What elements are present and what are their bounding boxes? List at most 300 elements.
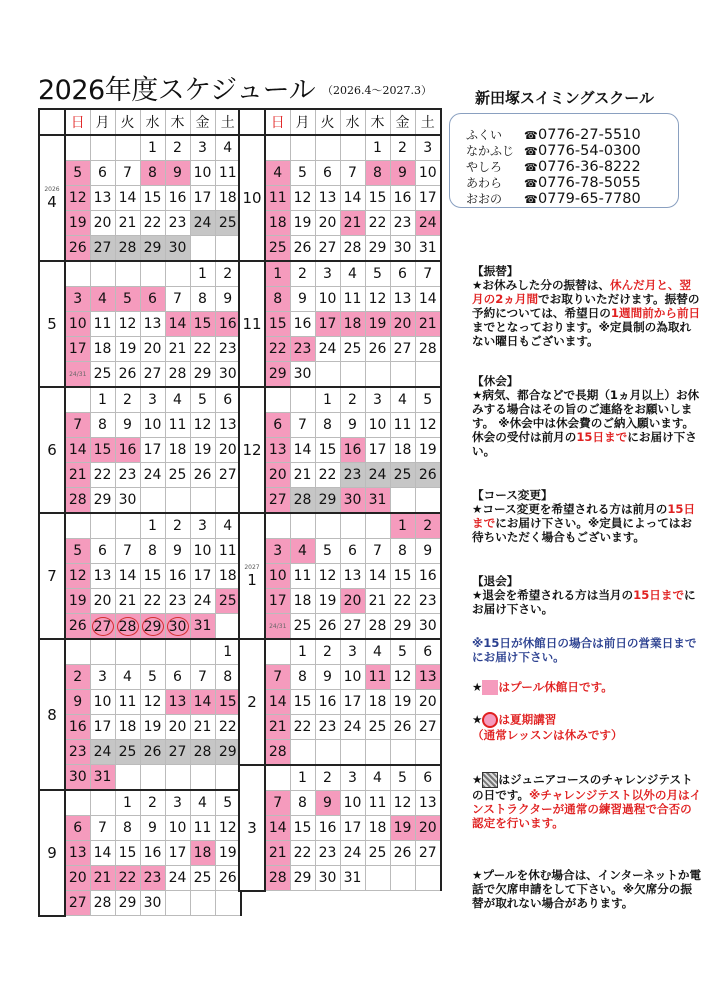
- day-cell: 19: [115, 337, 140, 362]
- day-cell: 18: [215, 564, 241, 589]
- page-title: 2026年度スケジュール: [38, 75, 316, 106]
- day-cell: 27: [265, 488, 290, 514]
- day-cell: 3: [415, 135, 441, 161]
- day-cell: 5: [390, 639, 415, 665]
- day-cell: 28: [165, 362, 190, 388]
- empty-cell: [65, 639, 90, 665]
- empty-cell: [290, 513, 315, 539]
- empty-cell: [340, 513, 365, 539]
- contact-tel[interactable]: 0776-54-0300: [538, 143, 641, 159]
- day-cell: 3: [140, 387, 165, 413]
- empty-cell: [90, 790, 115, 816]
- day-cell: 19: [390, 816, 415, 841]
- day-cell: 14: [90, 841, 115, 866]
- empty-cell: [365, 362, 390, 388]
- day-cell: 26: [190, 463, 215, 488]
- empty-cell: [265, 765, 290, 791]
- day-cell: 1: [140, 513, 165, 539]
- day-cell: 7: [165, 287, 190, 312]
- day-cell: 5: [215, 790, 241, 816]
- empty-cell: [165, 765, 190, 791]
- day-cell: 21: [290, 463, 315, 488]
- day-cell: 24/31: [265, 614, 290, 640]
- day-cell: 23: [115, 463, 140, 488]
- day-cell: 1: [315, 387, 340, 413]
- day-cell: 9: [115, 413, 140, 438]
- day-cell: 20: [140, 337, 165, 362]
- day-cell: 9: [215, 287, 241, 312]
- day-cell: 1: [215, 639, 241, 665]
- day-cell: 25: [165, 463, 190, 488]
- day-cell: 21: [115, 589, 140, 614]
- day-cell: 28: [265, 740, 290, 766]
- day-cell: 2: [340, 387, 365, 413]
- month-label: 5: [39, 261, 65, 387]
- summer-circle-icon: 30: [167, 617, 189, 636]
- day-cell: 7: [190, 665, 215, 690]
- empty-cell: [265, 513, 290, 539]
- day-cell: [90, 614, 115, 640]
- phone-icon: ☎: [524, 129, 538, 142]
- day-cell: 23: [415, 589, 441, 614]
- day-cell: 9: [165, 539, 190, 564]
- day-cell: 5: [290, 161, 315, 186]
- day-cell: 13: [215, 413, 241, 438]
- day-cell: 16: [390, 186, 415, 211]
- day-cell: 6: [165, 665, 190, 690]
- day-cell: 18: [365, 816, 390, 841]
- day-cell: 24: [315, 337, 340, 362]
- day-cell: 16: [340, 438, 365, 463]
- day-cell: 29: [115, 891, 140, 916]
- day-cell: 4: [215, 135, 241, 161]
- day-cell: 3: [265, 539, 290, 564]
- day-cell: 16: [415, 564, 441, 589]
- day-cell: 16: [115, 438, 140, 463]
- month-label: 11: [239, 261, 265, 387]
- day-cell: 12: [390, 791, 415, 816]
- day-cell: 2: [315, 765, 340, 791]
- weekday-header: 水: [140, 109, 165, 135]
- day-cell: 2: [215, 261, 241, 287]
- day-cell: 4: [340, 261, 365, 287]
- day-cell: 29: [90, 488, 115, 514]
- day-cell: 13: [65, 841, 90, 866]
- day-cell: 4: [115, 665, 140, 690]
- day-cell: 4: [215, 513, 241, 539]
- empty-cell: [265, 639, 290, 665]
- month-label: 10: [239, 135, 265, 261]
- day-cell: 8: [290, 665, 315, 690]
- day-cell: 12: [390, 665, 415, 690]
- day-cell: 10: [265, 564, 290, 589]
- day-cell: 13: [165, 690, 190, 715]
- day-cell: 14: [65, 438, 90, 463]
- day-cell: 4: [390, 387, 415, 413]
- day-cell: 27: [140, 362, 165, 388]
- day-cell: 21: [265, 715, 290, 740]
- weekday-header: 火: [115, 109, 140, 135]
- month-label: 2: [239, 639, 265, 765]
- day-cell: 30: [390, 236, 415, 262]
- day-cell: 10: [340, 665, 365, 690]
- day-cell: 21: [165, 337, 190, 362]
- day-cell: 9: [315, 665, 340, 690]
- day-cell: 8: [140, 161, 165, 186]
- day-cell: 5: [115, 287, 140, 312]
- day-cell: 15: [290, 690, 315, 715]
- day-cell: 21: [90, 866, 115, 891]
- weekday-header: 日: [265, 109, 290, 135]
- day-cell: 9: [165, 161, 190, 186]
- day-cell: 6: [65, 816, 90, 841]
- day-cell: 22: [390, 589, 415, 614]
- day-cell: 29: [190, 362, 215, 388]
- summer-circle-icon: 27: [92, 617, 114, 636]
- day-cell: 30: [115, 488, 140, 514]
- day-cell: 14: [290, 438, 315, 463]
- day-cell: 17: [140, 438, 165, 463]
- day-cell: 3: [340, 765, 365, 791]
- day-cell: 22: [315, 463, 340, 488]
- day-cell: 27: [415, 715, 441, 740]
- empty-cell: [65, 261, 90, 287]
- day-cell: 7: [415, 261, 441, 287]
- day-cell: 4: [365, 765, 390, 791]
- empty-cell: [415, 488, 441, 514]
- day-cell: 11: [265, 186, 290, 211]
- empty-cell: [190, 488, 215, 514]
- day-cell: 7: [90, 816, 115, 841]
- day-cell: 8: [215, 665, 241, 690]
- day-cell: 8: [140, 539, 165, 564]
- empty-cell: [90, 639, 115, 665]
- calendar-right: [238, 108, 442, 892]
- day-cell: 23: [165, 589, 190, 614]
- day-cell: 25: [365, 715, 390, 740]
- day-cell: 19: [415, 438, 441, 463]
- empty-cell: [415, 866, 441, 891]
- empty-cell: [415, 740, 441, 766]
- empty-cell: [340, 135, 365, 161]
- day-cell: 2: [290, 261, 315, 287]
- day-cell: 26: [115, 362, 140, 388]
- empty-cell: [315, 740, 340, 766]
- empty-cell: [190, 891, 215, 916]
- note-header: 【休会】: [472, 374, 519, 388]
- day-cell: 15: [190, 312, 215, 337]
- day-cell: 27: [215, 463, 241, 488]
- day-cell: 7: [265, 665, 290, 690]
- legend-hatch: ★ はジュニアコースのチャレンジテストの日です。※チャレンジテスト以外の月はインストラクターが通常の練習過程で合否の認定を行います。: [472, 772, 702, 830]
- day-cell: 13: [390, 287, 415, 312]
- day-cell: 12: [65, 186, 90, 211]
- day-cell: 17: [340, 690, 365, 715]
- contact-row: [466, 142, 641, 159]
- contact-name: やしろ: [466, 160, 503, 174]
- day-cell: 13: [340, 564, 365, 589]
- day-cell: 22: [115, 866, 140, 891]
- day-cell: 9: [65, 690, 90, 715]
- day-cell: 2: [390, 135, 415, 161]
- empty-cell: [190, 236, 215, 262]
- day-cell: 12: [140, 690, 165, 715]
- day-cell: 8: [390, 539, 415, 564]
- day-cell: [165, 614, 190, 640]
- note-taikai: [472, 574, 702, 616]
- year-label: 2027: [244, 563, 260, 571]
- empty-cell: [290, 740, 315, 766]
- phone-icon: ☎: [524, 145, 538, 158]
- day-cell: 28: [340, 236, 365, 262]
- day-cell: 6: [140, 287, 165, 312]
- day-cell: 31: [415, 236, 441, 262]
- day-cell: 30: [65, 765, 90, 791]
- day-cell: 11: [365, 665, 390, 690]
- day-cell: 20: [65, 866, 90, 891]
- day-cell: 30: [315, 866, 340, 891]
- empty-cell: [315, 362, 340, 388]
- day-cell: 19: [215, 841, 241, 866]
- note-body: ★コース変更を希望される方は前月の15日までにお届け下さい。※定員によってはお待ちいただく場合もございます。: [472, 502, 696, 544]
- day-cell: 30: [340, 488, 365, 514]
- weekday-header: 日: [65, 109, 90, 135]
- day-cell: 25: [365, 841, 390, 866]
- day-cell: 30: [165, 236, 190, 262]
- day-cell: 8: [190, 287, 215, 312]
- note-kyukai: [472, 374, 702, 458]
- day-cell: 6: [315, 161, 340, 186]
- day-cell: 25: [265, 236, 290, 262]
- day-cell: 4: [165, 387, 190, 413]
- day-cell: 12: [65, 564, 90, 589]
- contact-tel[interactable]: 0776-27-5510: [538, 127, 641, 143]
- weekday-header: 水: [340, 109, 365, 135]
- day-cell: 1: [365, 135, 390, 161]
- day-cell: 4: [365, 639, 390, 665]
- day-cell: 14: [265, 690, 290, 715]
- day-cell: 23: [65, 740, 90, 765]
- day-cell: 4: [290, 539, 315, 564]
- contact-tel[interactable]: 0779-65-7780: [538, 191, 641, 207]
- empty-cell: [65, 387, 90, 413]
- day-cell: 4: [265, 161, 290, 186]
- weekday-header: 月: [90, 109, 115, 135]
- day-cell: 24: [190, 589, 215, 614]
- day-cell: 24: [165, 866, 190, 891]
- day-cell: 18: [340, 312, 365, 337]
- month-header-blank: [239, 109, 265, 135]
- day-cell: 17: [415, 186, 441, 211]
- day-cell: 9: [390, 161, 415, 186]
- day-cell: 31: [340, 866, 365, 891]
- month-label: 2027 1: [239, 513, 265, 639]
- phone-icon: ☎: [524, 161, 538, 174]
- day-cell: 26: [415, 463, 441, 488]
- day-cell: 1: [115, 790, 140, 816]
- day-cell: 10: [365, 413, 390, 438]
- day-cell: 11: [215, 161, 241, 186]
- contact-name: ふくい: [466, 128, 503, 142]
- day-cell: 11: [90, 312, 115, 337]
- note-absence: ★プールを休む場合は、インターネットか電話で欠席申請をして下さい。※欠席分の振替が取れない場合があります。: [472, 868, 702, 910]
- day-cell: 26: [315, 614, 340, 640]
- day-cell: 6: [415, 639, 441, 665]
- day-cell: 11: [190, 816, 215, 841]
- note-header: 【コース変更】: [472, 488, 553, 502]
- contact-row: [466, 158, 641, 175]
- day-cell: 1: [140, 135, 165, 161]
- empty-cell: [65, 513, 90, 539]
- empty-cell: [390, 866, 415, 891]
- day-cell: 31: [365, 488, 390, 514]
- day-cell: 31: [90, 765, 115, 791]
- day-cell: 7: [340, 161, 365, 186]
- day-cell: 9: [415, 539, 441, 564]
- day-cell: 1: [265, 261, 290, 287]
- day-cell: 25: [390, 463, 415, 488]
- contact-tel[interactable]: 0776-36-8222: [538, 159, 641, 175]
- day-cell: 6: [90, 539, 115, 564]
- day-cell: 3: [190, 135, 215, 161]
- day-cell: 16: [140, 841, 165, 866]
- empty-cell: [165, 639, 190, 665]
- empty-cell: [340, 362, 365, 388]
- day-cell: 28: [290, 488, 315, 514]
- day-cell: 1: [390, 513, 415, 539]
- day-cell: 25: [115, 740, 140, 765]
- day-cell: 3: [315, 261, 340, 287]
- phone-icon: ☎: [524, 193, 538, 206]
- day-cell: 19: [365, 312, 390, 337]
- day-cell: 26: [365, 337, 390, 362]
- day-cell: 20: [265, 463, 290, 488]
- day-cell: 10: [315, 287, 340, 312]
- day-cell: 10: [90, 690, 115, 715]
- day-cell: 15: [215, 690, 241, 715]
- day-cell: 24: [415, 211, 441, 236]
- day-cell: 15: [115, 841, 140, 866]
- note-body: ★退会を希望される方は当月の15日までにお届け下さい。: [472, 588, 696, 616]
- day-cell: 6: [390, 261, 415, 287]
- day-cell: 8: [115, 816, 140, 841]
- day-cell: 9: [340, 413, 365, 438]
- day-cell: 21: [115, 211, 140, 236]
- empty-cell: [340, 740, 365, 766]
- day-cell: 5: [65, 539, 90, 564]
- day-cell: 16: [315, 816, 340, 841]
- day-cell: 19: [190, 438, 215, 463]
- day-cell: 5: [190, 387, 215, 413]
- summer-circle-icon: 29: [142, 617, 164, 636]
- month-header-blank: [39, 109, 65, 135]
- day-cell: 3: [340, 639, 365, 665]
- day-cell: 17: [90, 715, 115, 740]
- legend-circle: ★ は夏期講習 （通常レッスンは休みです）: [472, 712, 623, 742]
- page-subtitle: （2026.4～2027.3）: [322, 84, 432, 97]
- day-cell: 29: [265, 362, 290, 388]
- empty-cell: [90, 135, 115, 161]
- day-cell: 8: [365, 161, 390, 186]
- day-cell: 30: [415, 614, 441, 640]
- weekday-header: 土: [215, 109, 241, 135]
- day-cell: 20: [415, 816, 441, 841]
- day-cell: 11: [390, 413, 415, 438]
- contact-name: おおの: [466, 192, 503, 206]
- day-cell: 18: [190, 841, 215, 866]
- day-cell: 20: [415, 690, 441, 715]
- weekday-header: 火: [315, 109, 340, 135]
- day-cell: 15: [90, 438, 115, 463]
- day-cell: 14: [415, 287, 441, 312]
- empty-cell: [390, 362, 415, 388]
- day-cell: 11: [365, 791, 390, 816]
- day-cell: 22: [90, 463, 115, 488]
- day-cell: 2: [165, 513, 190, 539]
- day-cell: 14: [115, 564, 140, 589]
- contact-tel[interactable]: 0776-78-5055: [538, 175, 641, 191]
- day-cell: 14: [265, 816, 290, 841]
- month-label: 12: [239, 387, 265, 513]
- month-label: 6: [39, 387, 65, 513]
- day-cell: 21: [340, 211, 365, 236]
- day-cell: 10: [340, 791, 365, 816]
- day-cell: 27: [340, 614, 365, 640]
- day-cell: 2: [415, 513, 441, 539]
- day-cell: 26: [65, 614, 90, 640]
- day-cell: [115, 614, 140, 640]
- note-header: 【振替】: [472, 264, 519, 278]
- day-cell: 29: [290, 866, 315, 891]
- weekday-header: 木: [165, 109, 190, 135]
- day-cell: 28: [190, 740, 215, 765]
- day-cell: 13: [265, 438, 290, 463]
- day-cell: 7: [115, 539, 140, 564]
- day-cell: 14: [165, 312, 190, 337]
- circle-swatch-icon: [482, 712, 498, 728]
- day-cell: 22: [290, 841, 315, 866]
- weekday-header: 木: [365, 109, 390, 135]
- day-cell: 25: [215, 589, 241, 614]
- day-cell: 11: [340, 287, 365, 312]
- day-cell: 25: [90, 362, 115, 388]
- day-cell: 19: [65, 589, 90, 614]
- day-cell: 17: [265, 589, 290, 614]
- day-cell: 9: [290, 287, 315, 312]
- contact-row: [466, 174, 641, 191]
- day-cell: 11: [215, 539, 241, 564]
- day-cell: 13: [415, 665, 441, 690]
- day-cell: 15: [315, 438, 340, 463]
- weekday-header: 土: [415, 109, 441, 135]
- day-cell: 19: [315, 589, 340, 614]
- empty-cell: [140, 488, 165, 514]
- day-cell: 8: [290, 791, 315, 816]
- weekday-header: 金: [390, 109, 415, 135]
- day-cell: 24: [90, 740, 115, 765]
- day-cell: 20: [90, 589, 115, 614]
- day-cell: 12: [315, 564, 340, 589]
- day-cell: 15: [290, 816, 315, 841]
- day-cell: 23: [315, 715, 340, 740]
- day-cell: 9: [315, 791, 340, 816]
- day-cell: 16: [65, 715, 90, 740]
- summer-circle-icon: 28: [117, 617, 139, 636]
- day-cell: 20: [340, 589, 365, 614]
- empty-cell: [115, 261, 140, 287]
- empty-cell: [265, 387, 290, 413]
- empty-cell: [390, 740, 415, 766]
